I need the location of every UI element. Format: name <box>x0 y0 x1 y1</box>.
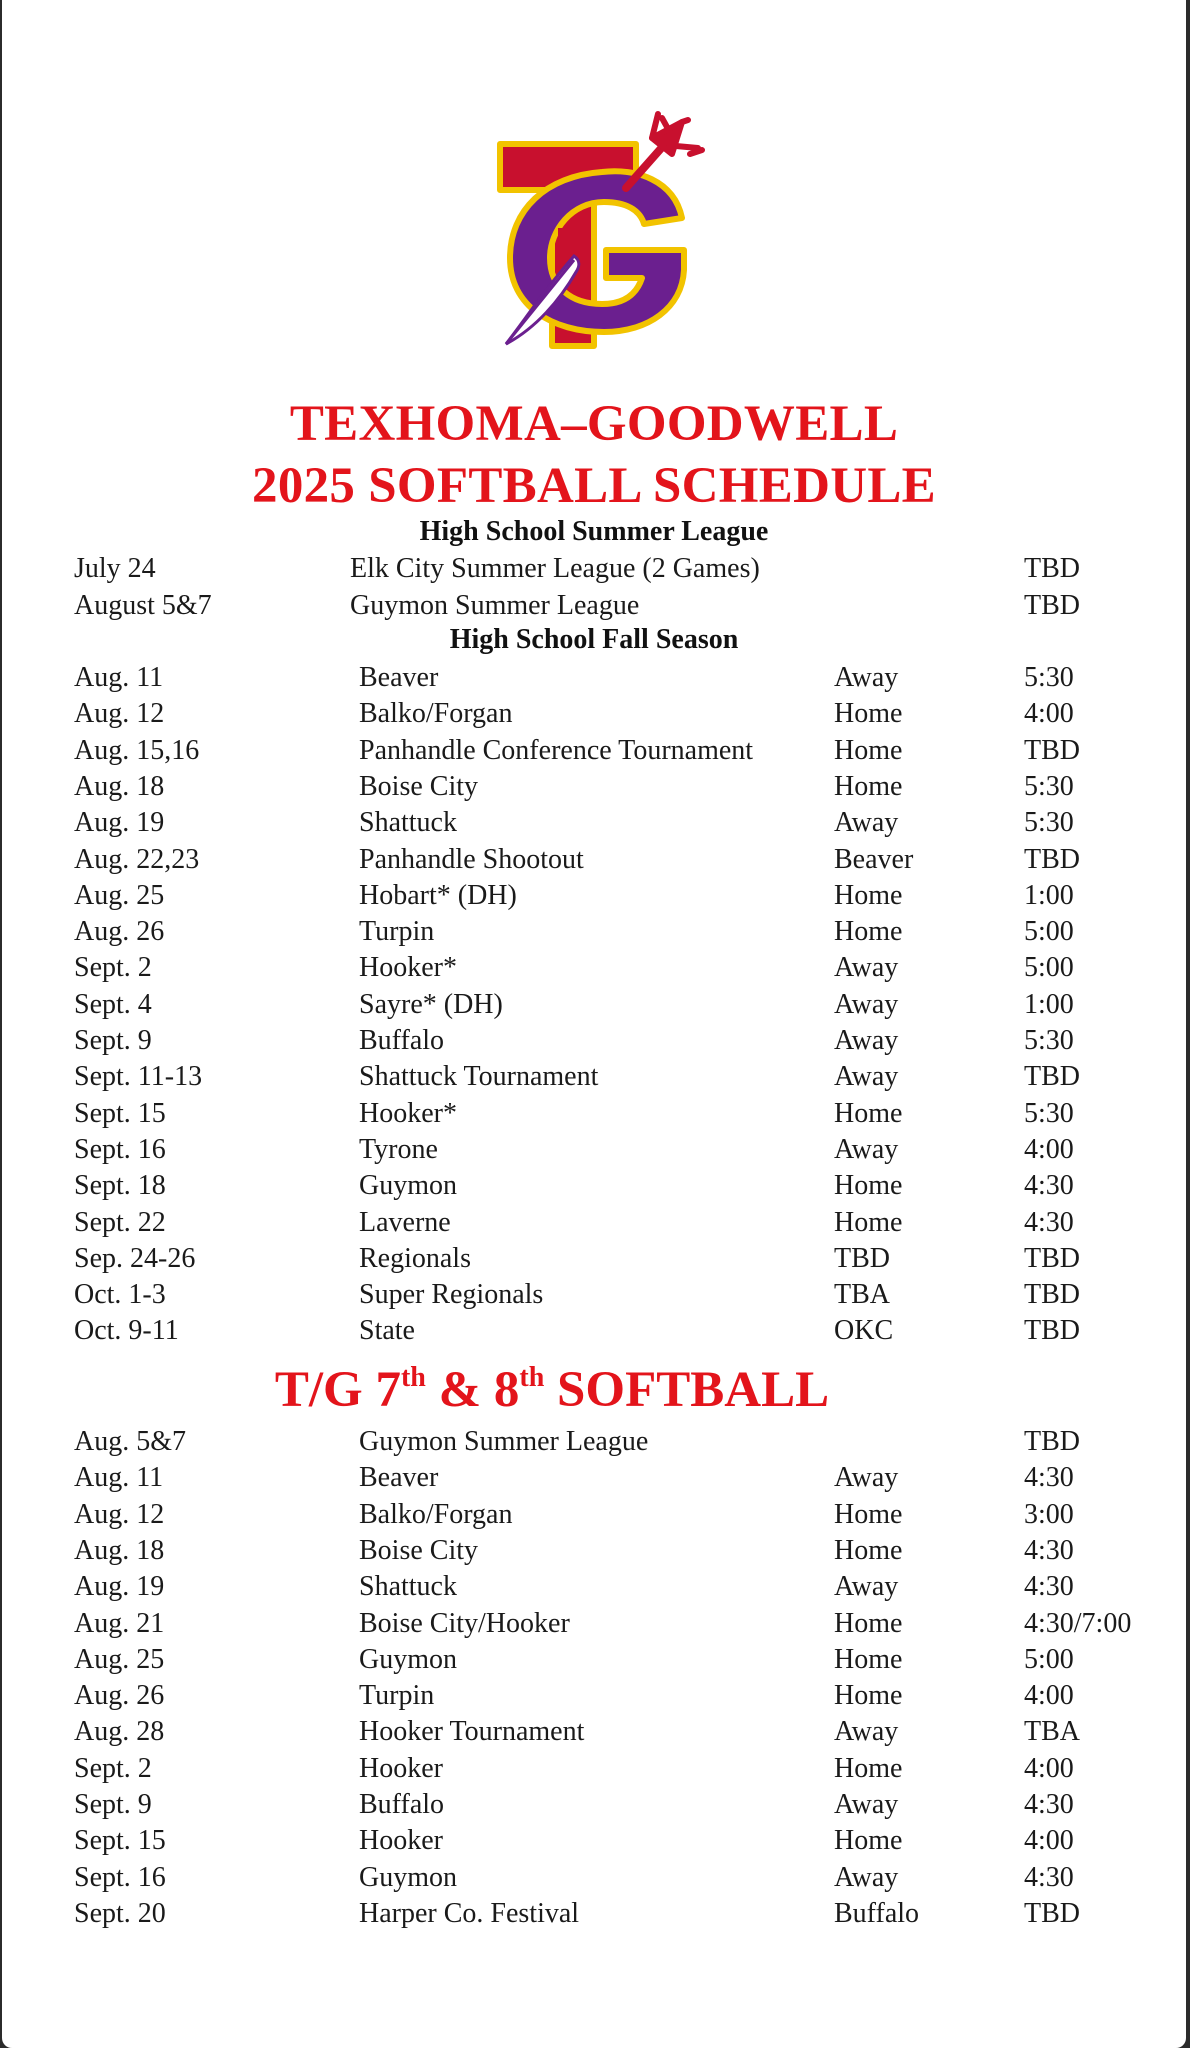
schedule-row <box>2 1896 1186 1932</box>
schedule-row <box>2 1497 1186 1533</box>
game-location: Home <box>834 1498 903 1530</box>
game-opponent: Harper Co. Festival <box>359 1897 580 1929</box>
game-opponent: Hobart* (DH) <box>359 879 517 911</box>
game-time: 5:00 <box>1024 952 1074 984</box>
game-location: Home <box>834 916 903 948</box>
schedule-row <box>2 769 1186 805</box>
schedule-row <box>2 1787 1186 1823</box>
game-opponent: Guymon <box>359 1170 457 1202</box>
game-opponent: Beaver <box>359 662 439 693</box>
game-date: August 5&7 <box>74 590 212 621</box>
game-time: 4:30 <box>1024 1571 1074 1603</box>
game-date: Sept. 9 <box>74 1025 152 1056</box>
junior-heading-sup2: th <box>519 1362 545 1393</box>
game-date: Sept. 15 <box>74 1825 166 1857</box>
game-location: Home <box>834 1534 903 1566</box>
game-opponent: Super Regionals <box>359 1279 544 1311</box>
game-location: Away <box>834 988 899 1020</box>
game-date: Sept. 20 <box>74 1897 166 1929</box>
game-location: Home <box>834 734 903 766</box>
game-time: 5:00 <box>1024 1643 1074 1675</box>
schedule-row <box>2 950 1186 986</box>
game-time: TBD <box>1024 1426 1080 1457</box>
game-time: 4:00 <box>1024 698 1074 730</box>
schedule-row <box>2 878 1186 914</box>
game-time: 3:00 <box>1024 1498 1074 1530</box>
schedule-row <box>2 1313 1186 1349</box>
game-opponent: Panhandle Shootout <box>359 843 584 875</box>
junior-heading-prefix: T/G 7 <box>274 1362 401 1418</box>
schedule-row <box>2 1277 1186 1313</box>
game-opponent: Hooker <box>359 1825 443 1857</box>
schedule-row <box>2 1860 1186 1896</box>
title-school: TEXHOMA–GOODWELL <box>289 396 899 452</box>
game-location: Away <box>834 1025 899 1056</box>
game-time: 4:30 <box>1024 1861 1074 1893</box>
junior-heading-suffix: SOFTBALL <box>544 1362 830 1418</box>
game-location: Home <box>834 698 903 730</box>
game-location: Away <box>834 1861 899 1893</box>
game-opponent: Beaver <box>359 1462 439 1494</box>
game-date: Aug. 11 <box>74 662 164 693</box>
game-date: Aug. 15,16 <box>74 734 200 766</box>
game-date: July 24 <box>74 553 156 584</box>
game-opponent: Turpin <box>359 916 435 948</box>
fall-season-heading: High School Fall Season <box>449 624 739 655</box>
schedule-row <box>2 588 1186 624</box>
schedule-row <box>2 1205 1186 1241</box>
schedule-row <box>2 1096 1186 1132</box>
game-opponent: Shattuck Tournament <box>359 1061 599 1093</box>
game-opponent: Boise City <box>359 770 479 802</box>
game-opponent: Guymon Summer League <box>350 590 640 621</box>
schedule-row <box>2 842 1186 878</box>
game-location: Home <box>834 1097 903 1129</box>
game-date: Aug. 12 <box>74 698 165 730</box>
game-time: TBA <box>1024 1716 1080 1748</box>
game-date: Aug. 12 <box>74 1498 165 1530</box>
game-location: Home <box>834 1206 903 1238</box>
game-opponent: Tyrone <box>359 1133 438 1165</box>
game-date: Sept. 15 <box>74 1097 166 1129</box>
game-opponent: Hooker Tournament <box>359 1716 585 1748</box>
schedule-row <box>2 914 1186 950</box>
game-time: 5:30 <box>1024 807 1074 839</box>
game-date: Sept. 22 <box>74 1206 166 1238</box>
game-location: Home <box>834 1752 903 1784</box>
schedule-row <box>2 1823 1186 1859</box>
schedule-row <box>2 660 1186 696</box>
junior-high-heading <box>2 1362 1102 1418</box>
game-opponent: Guymon Summer League <box>359 1426 649 1457</box>
game-date: Aug. 5&7 <box>74 1426 186 1457</box>
game-location: Home <box>834 1170 903 1202</box>
game-date: Aug. 21 <box>74 1607 165 1639</box>
game-date: Sept. 4 <box>74 988 152 1020</box>
game-opponent: Boise City <box>359 1534 479 1566</box>
game-location: Buffalo <box>834 1897 920 1929</box>
game-date: Aug. 18 <box>74 1534 165 1566</box>
summer-league-heading: High School Summer League <box>419 516 769 547</box>
game-date: Aug. 26 <box>74 1680 165 1712</box>
game-location: Home <box>834 1643 903 1675</box>
schedule-row <box>2 1678 1186 1714</box>
title-schedule: 2025 SOFTBALL SCHEDULE <box>252 458 936 514</box>
game-time: 5:30 <box>1024 1025 1074 1056</box>
game-location: Away <box>834 952 899 984</box>
game-opponent: Turpin <box>359 1680 435 1712</box>
game-date: Sept. 18 <box>74 1170 166 1202</box>
game-location: Home <box>834 1680 903 1712</box>
game-location: Away <box>834 1571 899 1603</box>
game-date: Aug. 25 <box>74 879 165 911</box>
game-location: Home <box>834 1825 903 1857</box>
game-location: Away <box>834 807 899 839</box>
schedule-row <box>2 1714 1186 1750</box>
junior-heading-sup1: th <box>400 1362 426 1393</box>
game-time: TBD <box>1024 1897 1080 1929</box>
game-date: Sept. 11-13 <box>74 1061 203 1093</box>
game-opponent: Panhandle Conference Tournament <box>359 734 754 766</box>
schedule-row <box>2 1023 1186 1059</box>
game-location: TBD <box>834 1242 890 1274</box>
game-date: Aug. 22,23 <box>74 843 200 875</box>
schedule-row <box>2 805 1186 841</box>
game-date: Aug. 19 <box>74 1571 165 1603</box>
game-location: OKC <box>834 1315 894 1347</box>
game-location: Home <box>834 879 903 911</box>
game-date: Sept. 16 <box>74 1861 166 1893</box>
game-opponent: State <box>359 1315 415 1347</box>
game-location: Away <box>834 662 899 693</box>
game-date: Aug. 11 <box>74 1462 164 1494</box>
game-time: 4:00 <box>1024 1825 1074 1857</box>
schedule-row <box>2 1751 1186 1787</box>
game-date: Aug. 26 <box>74 916 165 948</box>
game-time: 5:30 <box>1024 770 1074 802</box>
game-time: 4:30 <box>1024 1789 1074 1820</box>
game-time: TBD <box>1024 843 1080 875</box>
game-opponent: Buffalo <box>359 1025 445 1056</box>
game-opponent: Buffalo <box>359 1789 445 1820</box>
game-opponent: Hooker <box>359 1752 443 1784</box>
game-opponent: Elk City Summer League (2 Games) <box>350 553 760 584</box>
game-opponent: Balko/Forgan <box>359 698 513 730</box>
game-opponent: Hooker* <box>359 1097 457 1129</box>
game-time: 1:00 <box>1024 988 1074 1020</box>
game-location: Away <box>834 1462 899 1494</box>
game-time: TBD <box>1024 553 1080 584</box>
schedule-row <box>2 1569 1186 1605</box>
game-time: 5:30 <box>1024 1097 1074 1129</box>
game-time: 4:30/7:00 <box>1024 1607 1132 1639</box>
game-time: 4:00 <box>1024 1752 1074 1784</box>
schedule-row <box>2 1132 1186 1168</box>
game-opponent: Balko/Forgan <box>359 1498 513 1530</box>
texhoma-goodwell-logo <box>476 110 716 360</box>
game-time: 4:00 <box>1024 1133 1074 1165</box>
game-time: 4:30 <box>1024 1170 1074 1202</box>
game-date: Sept. 2 <box>74 952 152 984</box>
game-date: Aug. 25 <box>74 1643 165 1675</box>
game-time: 4:30 <box>1024 1462 1074 1494</box>
game-opponent: Hooker* <box>359 952 457 984</box>
junior-heading-mid: & 8 <box>425 1362 520 1418</box>
game-time: 4:30 <box>1024 1534 1074 1566</box>
schedule-row <box>2 733 1186 769</box>
game-time: TBD <box>1024 1279 1080 1311</box>
game-opponent: Shattuck <box>359 1571 457 1603</box>
schedule-row <box>2 1059 1186 1095</box>
schedule-page <box>2 0 1186 2048</box>
game-opponent: Guymon <box>359 1643 457 1675</box>
schedule-row <box>2 1460 1186 1496</box>
game-time: 4:00 <box>1024 1680 1074 1712</box>
schedule-row <box>2 987 1186 1023</box>
game-time: TBD <box>1024 734 1080 766</box>
schedule-row <box>2 1424 1186 1460</box>
game-date: Oct. 9-11 <box>74 1315 179 1347</box>
schedule-row <box>2 696 1186 732</box>
game-opponent: Regionals <box>359 1242 471 1274</box>
game-time: 4:30 <box>1024 1206 1074 1238</box>
game-time: 5:00 <box>1024 916 1074 948</box>
schedule-row <box>2 1533 1186 1569</box>
game-date: Oct. 1-3 <box>74 1279 166 1311</box>
game-date: Aug. 28 <box>74 1716 165 1748</box>
game-opponent: Guymon <box>359 1861 457 1893</box>
schedule-row <box>2 1168 1186 1204</box>
schedule-row <box>2 1241 1186 1277</box>
game-date: Sep. 24-26 <box>74 1242 196 1274</box>
game-location: Home <box>834 770 903 802</box>
game-location: Away <box>834 1789 899 1820</box>
game-date: Sept. 2 <box>74 1752 152 1784</box>
game-time: TBD <box>1024 1315 1080 1347</box>
game-location: Away <box>834 1133 899 1165</box>
game-date: Sept. 16 <box>74 1133 166 1165</box>
game-time: TBD <box>1024 1242 1080 1274</box>
game-opponent: Sayre* (DH) <box>359 988 503 1020</box>
game-opponent: Boise City/Hooker <box>359 1607 570 1639</box>
schedule-row <box>2 1642 1186 1678</box>
game-opponent: Shattuck <box>359 807 457 839</box>
game-time: TBD <box>1024 1061 1080 1093</box>
game-location: Home <box>834 1607 903 1639</box>
game-location: Beaver <box>834 843 914 875</box>
game-time: 5:30 <box>1024 662 1074 693</box>
schedule-row <box>2 551 1186 587</box>
game-location: Away <box>834 1061 899 1093</box>
schedule-row <box>2 1606 1186 1642</box>
game-time: TBD <box>1024 590 1080 621</box>
game-time: 1:00 <box>1024 879 1074 911</box>
game-opponent: Laverne <box>359 1206 451 1238</box>
game-date: Aug. 18 <box>74 770 165 802</box>
game-date: Sept. 9 <box>74 1789 152 1820</box>
game-location: TBA <box>834 1279 890 1311</box>
game-date: Aug. 19 <box>74 807 165 839</box>
game-location: Away <box>834 1716 899 1748</box>
